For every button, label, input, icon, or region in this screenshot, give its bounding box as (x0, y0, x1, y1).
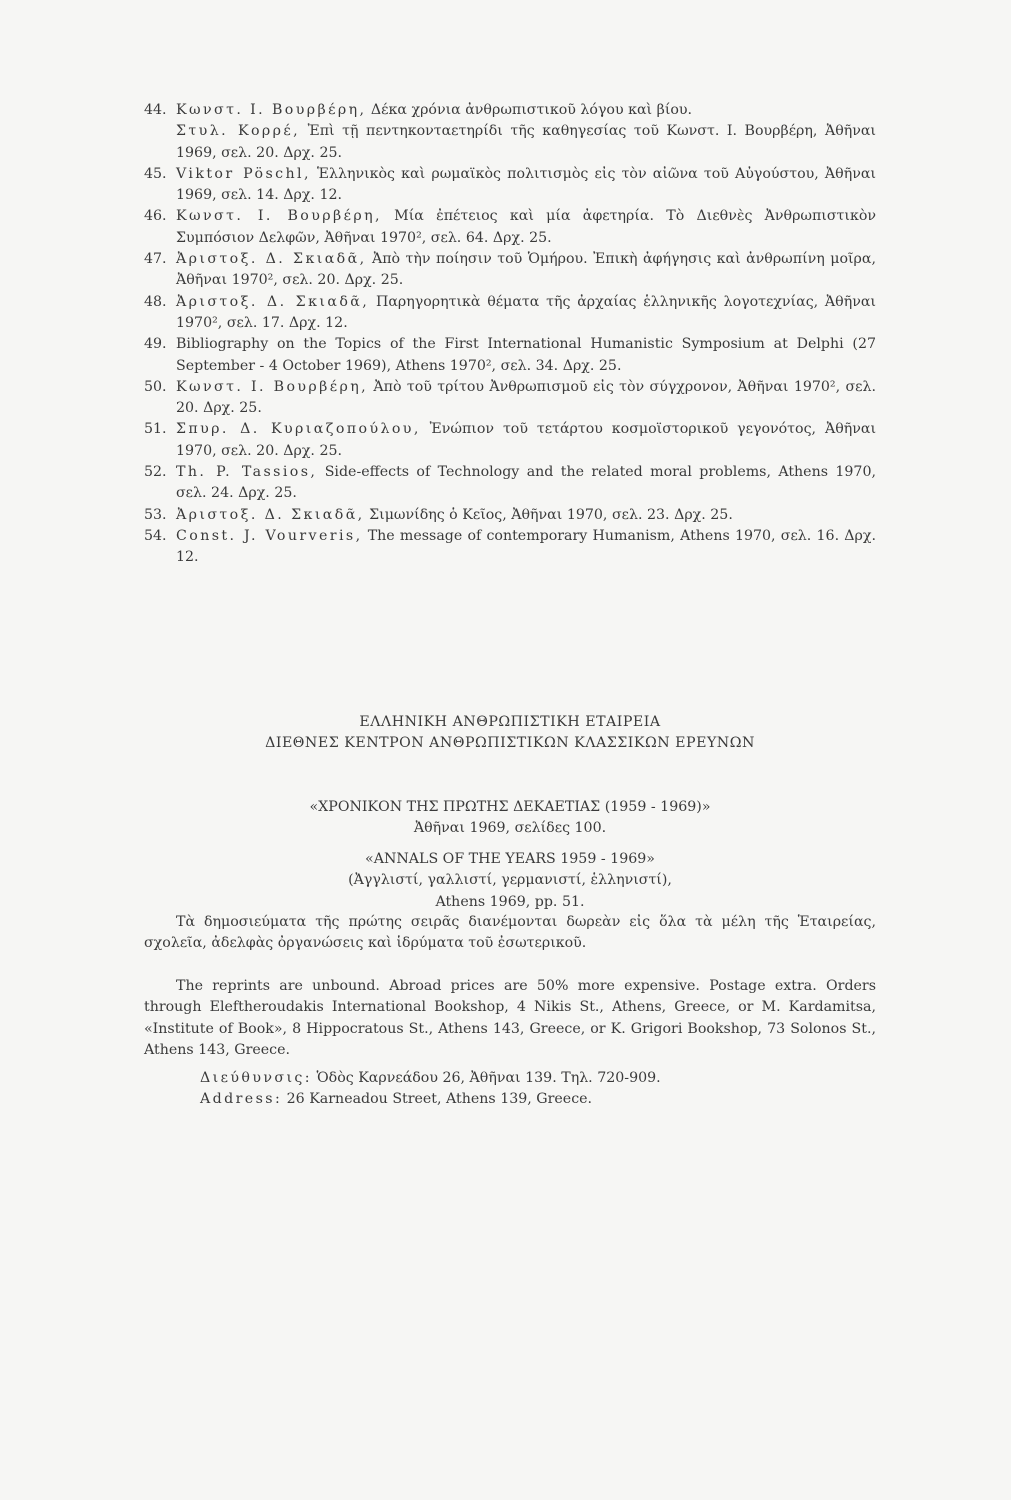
entry-title: The message of contemporary Humanism, Athens 1970, σελ. 16. Δρχ. 12. (176, 527, 876, 566)
society-name: ΕΛΛΗΝΙΚΗ ΑΝΘΡΩΠΙΣΤΙΚΗ ΕΤΑΙΡΕΙΑ (359, 714, 661, 730)
entry-author: Κωνστ. Ι. Βουρβέρη, (176, 378, 369, 395)
entry-number: 52. (144, 464, 167, 481)
entry-author: Στυλ. Κορρέ, (176, 123, 301, 140)
list-item (144, 100, 876, 164)
annals-title: «ANNALS OF THE YEARS 1959 - 1969» (365, 851, 655, 867)
entry-title: Μία ἐπέτειος καὶ μία ἀφετηρία. Τὸ Διεθνὲς Ἀνθρωπιστικὸν Συμπόσιον Δελφῶν, Ἀθῆναι 1970², σελ. 64. Δρχ. 25. (176, 208, 876, 246)
list-item (144, 164, 876, 207)
address-greek-text: Ὁδὸς Καρνεάδου 26, Ἀθῆναι 139. Τηλ. 720-909. (311, 1070, 661, 1086)
society-heading (144, 712, 876, 755)
annals-block (144, 849, 876, 913)
entry-title: Δέκα χρόνια ἀνθρωπιστικοῦ λόγου καὶ βίου. (366, 102, 693, 118)
entry-author: Ἀριστοξ. Δ. Σκιαδᾶ, (176, 251, 367, 268)
entry-number: 50. (144, 378, 167, 395)
entry-author: Κωνστ. Ι. Βουρβέρη, (176, 102, 367, 118)
entry-title: Side-effects of Technology and the related moral problems, Athens 1970, σελ. 24. Δρχ. 25. (176, 464, 876, 502)
distribution-paragraph-greek: Τὰ δημοσιεύματα τῆς πρώτης σειρᾶς διανέμονται δωρεὰν εἰς ὅλα τὰ μέλη τῆς Ἑταιρείας, σχολεῖα, ἀδελφὰς ὀργανώσεις καὶ ἱδρύματα τοῦ ἐσωτερικοῦ. (144, 914, 876, 952)
entry-number: 45. (144, 165, 167, 182)
address-english-label: Address: (200, 1091, 283, 1108)
entry-number: 51. (144, 421, 167, 438)
entry-title: Παρηγορητικὰ θέματα τῆς ἀρχαίας ἑλληνικῆς λογοτεχνίας, Ἀθῆναι 1970², σελ. 17. Δρχ. 12. (176, 293, 876, 331)
entry-title: Σιμωνίδης ὁ Κεῖος, Ἀθῆναι 1970, σελ. 23. Δρχ. 25. (364, 506, 733, 523)
annals-languages: (Ἀγγλιστί, γαλλιστί, γερμανιστί, ἑλληνιστί), (348, 872, 672, 889)
entry-number: 46. (144, 208, 167, 225)
distribution-paragraph-english: The reprints are unbound. Abroad prices are 50% more expensive. Postage extra. Orders through Eleftheroudakis International Bookshop, 4 Nikis St., Athens, Greece, or M. Kardamitsa, «Institute of Book», 8 Hippocratous St., Athens 143, Greece, or K. Grigori Bookshop, 73 Solonos St., Athens 143, Greece. (144, 978, 876, 1058)
entry-number: 53. (144, 506, 167, 523)
entry-number: 44. (144, 102, 167, 118)
address-english-text: 26 Karneadou Street, Athens 139, Greece. (282, 1091, 593, 1108)
entry-title: Ἀπὸ τὴν ποίησιν τοῦ Ὁμήρου. Ἐπικὴ ἀφήγησις καὶ ἀνθρωπίνη μοῖρα, Ἀθῆναι 1970², σελ. 20. Δρχ. 25. (176, 251, 876, 289)
entry-author: Ἀριστοξ. Δ. Σκιαδᾶ, (176, 506, 365, 523)
publication-list (144, 100, 876, 569)
annals-details: Athens 1969, pp. 51. (435, 893, 585, 910)
entry-number: 47. (144, 251, 167, 268)
entry-author: Th. P. Tassios, (176, 464, 318, 481)
list-item (144, 249, 876, 292)
entry-title: Ἀπὸ τοῦ τρίτου Ἀνθρωπισμοῦ εἰς τὸν σύγχρονον, Ἀθῆναι 1970², σελ. 20. Δρχ. 25. (176, 378, 876, 417)
entry-title: Ἐπὶ τῇ πεντηκονταετηρίδι τῆς καθηγεσίας τοῦ Κωνστ. Ι. Βουρβέρη, Ἀθῆναι 1969, σελ. 20. Δρχ. 25. (176, 123, 876, 161)
list-item (144, 292, 876, 335)
chronikon-title: «ΧΡΟΝΙΚΟΝ ΤΗΣ ΠΡΩΤΗΣ ΔΕΚΑΕΤΙΑΣ (1959 - 1969)» (309, 799, 711, 815)
entry-author: Const. J. Vourveris, (176, 527, 363, 544)
address-english (200, 1089, 840, 1110)
entry-number: 48. (144, 293, 167, 310)
entry-author: Viktor Pöschl, (176, 165, 311, 182)
centre-name: ΔΙΕΘΝΕΣ ΚΕΝΤΡΟΝ ΑΝΘΡΩΠΙΣΤΙΚΩΝ ΚΛΑΣΣΙΚΩΝ ΕΡΕΥΝΩΝ (265, 735, 755, 752)
list-item (144, 505, 876, 526)
entry-author: Σπυρ. Δ. Κυριαζοπούλου, (176, 421, 421, 438)
entry-number: 54. (144, 527, 167, 544)
address-block (200, 1068, 840, 1111)
list-item (144, 526, 876, 569)
entry-title: Bibliography on the Topics of the First International Humanistic Symposium at Delphi (27 September - 4 October 1969), Athens 1970², σελ. 34. Δρχ. 25. (176, 336, 876, 374)
list-item (144, 334, 876, 377)
list-item (144, 377, 876, 420)
entry-author: Ἀριστοξ. Δ. Σκιαδᾶ, (176, 293, 370, 310)
address-greek-label: Διεύθυνσις: (200, 1070, 312, 1086)
entry-author: Κωνστ. Ι. Βουρβέρη, (176, 208, 382, 225)
list-item (144, 419, 876, 462)
chronikon-block (144, 797, 876, 840)
list-item (144, 206, 876, 249)
entry-title: Ἑλληνικὸς καὶ ρωμαϊκὸς πολιτισμὸς εἰς τὸν αἰῶνα τοῦ Αὐγούστου, Ἀθῆναι 1969, σελ. 14. Δρχ. 12. (176, 165, 876, 204)
entry-title: Ἐνώπιον τοῦ τετάρτου κοσμοϊστορικοῦ γεγονότος, Ἀθῆναι 1970, σελ. 20. Δρχ. 25. (176, 421, 877, 459)
address-greek (200, 1068, 840, 1089)
list-item (144, 462, 876, 505)
entry-number: 49. (144, 336, 167, 353)
chronikon-details: Ἀθῆναι 1969, σελίδες 100. (413, 820, 607, 837)
